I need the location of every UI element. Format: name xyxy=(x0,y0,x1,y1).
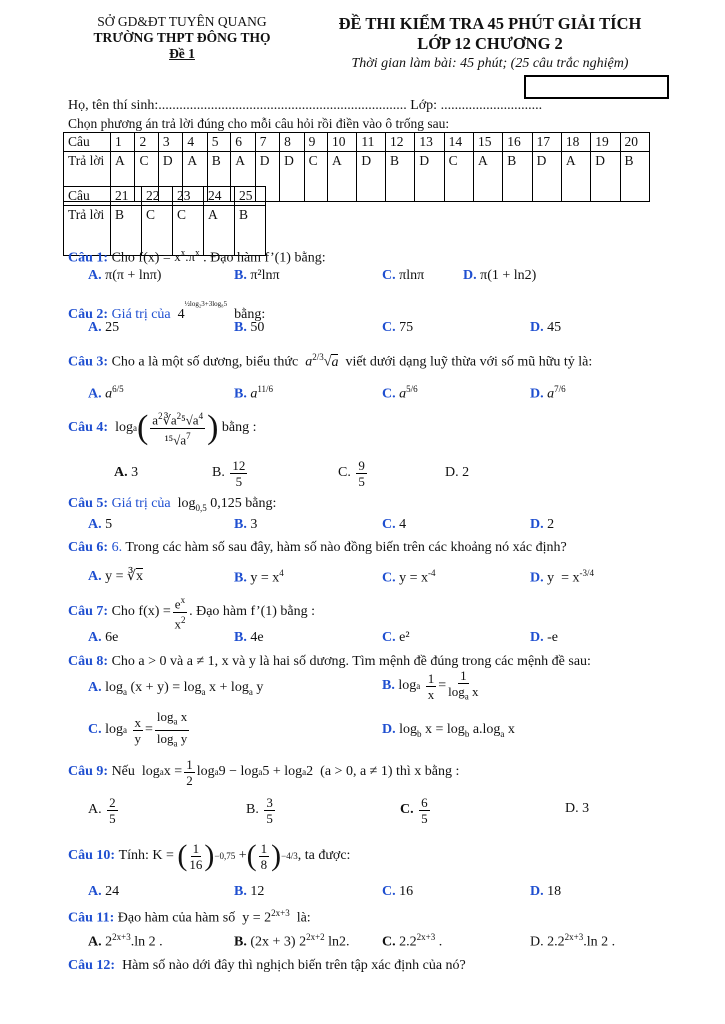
table-cell: A xyxy=(328,152,357,202)
q6-option-a[interactable]: A. y = ∛x xyxy=(88,569,143,584)
q9-option-d[interactable]: D. 3 xyxy=(565,801,590,816)
q2-option-c[interactable]: C. 75 xyxy=(382,320,414,335)
table-cell: 22 xyxy=(142,187,173,206)
table-cell: 10 xyxy=(328,133,357,152)
q2-option-b[interactable]: B. 50 xyxy=(234,320,265,335)
q11-option-b[interactable]: B. (2x + 3) $2^{2x+2}$ ln2. xyxy=(234,932,350,950)
table-cell: 5 xyxy=(207,133,230,152)
table-cell: D xyxy=(357,152,386,202)
q3-option-a[interactable]: A. $a^{6/5}$ xyxy=(88,384,124,402)
q10-option-b[interactable]: B. 12 xyxy=(234,884,265,899)
q11-option-d[interactable]: D. $2.2^{2x+3}.\ln$ 2 . xyxy=(530,932,616,950)
question-4: Câu 4: log a ( $\frac{a^2∛a^2^5√a^4}{^{15}√a^7}$ ) bằng : xyxy=(68,409,257,447)
table-cell: 16 xyxy=(503,133,532,152)
q6-option-d[interactable]: D. $y = x^{-3/4}$ xyxy=(530,568,595,586)
table-cell: 9 xyxy=(304,133,327,152)
q11-option-c[interactable]: C. $2.2^{2x+3}$ . xyxy=(382,932,443,950)
table-cell: A xyxy=(473,152,502,202)
question-10: Câu 10: Tính: K = ( $\frac{1}{16}$ ) −0,75 + ( $\frac{1}{8}$ ) −4/3 , ta được: xyxy=(68,839,351,872)
q7-option-d[interactable]: D. -e xyxy=(530,630,559,645)
question-7: Câu 7: Cho f(x) = $\frac{e^x}{x^2}$ . Đạo hàm f’(1) bằng : xyxy=(68,595,316,631)
question-9: Câu 9: Nếu log a x = $\frac{1}{2}$ log a 9 − log a 5 + log a 2 (a > 0, a ≠ 1) thì x bằng : xyxy=(68,756,460,788)
table-cell: B xyxy=(386,152,415,202)
question-11: Câu 11: Đạo hàm của hàm số $y = 2^{2x+3}$ là: xyxy=(68,908,311,926)
table-cell: 11 xyxy=(357,133,386,152)
header-left xyxy=(62,14,302,62)
table-cell: B xyxy=(503,152,532,202)
table-cell: C xyxy=(304,152,327,202)
table-cell: A xyxy=(183,152,207,202)
table-cell: D xyxy=(532,152,561,202)
q3-option-d[interactable]: D. $a^{7/6}$ xyxy=(530,384,566,402)
exam-code-box xyxy=(524,75,669,99)
q9-option-b[interactable]: B. $\frac{3}{5}$ xyxy=(246,794,273,826)
table-cell: D xyxy=(255,152,279,202)
q7-option-c[interactable]: C. e² xyxy=(382,630,410,645)
table-cell: D xyxy=(415,152,444,202)
q7-option-b[interactable]: B. 4e xyxy=(234,630,264,645)
table-cell: 8 xyxy=(280,133,304,152)
q8-option-b[interactable]: B. log a $\frac{1}{x}$ = $\frac{1}{\log_a x}$ xyxy=(382,667,479,702)
table-label-traloi: Trả lời xyxy=(64,152,111,202)
table-cell: 21 xyxy=(111,187,142,206)
table-cell: A xyxy=(111,152,135,202)
question-3: Câu 3: Cho a là một số dương, biểu thức $a^{2/3}√a$ viết dưới dạng luỹ thừa với số mũ hữu tỷ là: xyxy=(68,352,593,370)
table-cell: C xyxy=(135,152,158,202)
question-2: Câu 2: Giá trị của $4^{\frac{1}{2}log_23+3log_85}$ bằng: xyxy=(68,300,266,322)
q5-option-a[interactable]: A. 5 xyxy=(88,517,113,532)
q2-option-a[interactable]: A. 25 xyxy=(88,320,120,335)
table-cell: D xyxy=(158,152,182,202)
exam-time: Thời gian làm bài: 45 phút; (25 câu trắc nghiệm) xyxy=(351,56,629,71)
q4-option-d[interactable]: D. 2 xyxy=(445,465,470,480)
q6-option-b[interactable]: B. $y = x^4$ xyxy=(234,568,284,586)
exam-subtitle: LỚP 12 CHƯƠNG 2 xyxy=(417,34,563,53)
question-12: Câu 12: Hàm số nào dới đây thì nghịch biến trên tập xác định của nó? xyxy=(68,958,466,973)
table-cell: C xyxy=(444,152,473,202)
q10-option-a[interactable]: A. 24 xyxy=(88,884,120,899)
q11-option-a[interactable]: A. $2^{2x+3}.\ln$ 2 . xyxy=(88,932,163,950)
q3-option-c[interactable]: C. $a^{5/6}$ xyxy=(382,384,418,402)
q1-option-b[interactable]: B. π²lnπ xyxy=(234,268,280,283)
table-cell: 1 xyxy=(111,133,135,152)
dept-name: SỞ GD&ĐT TUYÊN QUANG xyxy=(97,14,267,29)
q5-option-c[interactable]: C. 4 xyxy=(382,517,407,532)
table-cell: 19 xyxy=(591,133,620,152)
q9-option-a[interactable]: A. $\frac{2}{5}$ xyxy=(88,794,116,826)
table-cell: 18 xyxy=(561,133,590,152)
table-cell: D xyxy=(591,152,620,202)
table-label-cau: Câu xyxy=(64,187,111,206)
q10-option-d[interactable]: D. 18 xyxy=(530,884,562,899)
table-cell: 13 xyxy=(415,133,444,152)
answer-table-2 xyxy=(63,186,266,256)
table-cell: 2 xyxy=(135,133,158,152)
q10-option-c[interactable]: C. 16 xyxy=(382,884,414,899)
q9-option-c[interactable]: C. $\frac{6}{5}$ xyxy=(400,794,428,826)
question-8: Câu 8: Cho a > 0 và a ≠ 1, x và y là hai số dương. Tìm mệnh đề đúng trong các mệnh đề sau: xyxy=(68,654,591,669)
table-cell: A xyxy=(561,152,590,202)
table-label-cau: Câu xyxy=(64,133,111,152)
table-cell: 6 xyxy=(231,133,255,152)
q5-option-b[interactable]: B. 3 xyxy=(234,517,258,532)
exam-title: ĐỀ THI KIỂM TRA 45 PHÚT GIẢI TÍCH xyxy=(338,14,642,33)
table-cell: 20 xyxy=(620,133,649,152)
table-cell: 4 xyxy=(183,133,207,152)
q4-option-b[interactable]: B. $\frac{12}{5}$ xyxy=(212,457,246,489)
table-cell: 15 xyxy=(473,133,502,152)
q3-option-b[interactable]: B. $a^{11/6}$ xyxy=(234,384,274,402)
q5-option-d[interactable]: D. 2 xyxy=(530,517,555,532)
q8-option-c[interactable]: C. log a $\frac{x}{y}$ = $\frac{\log_a x}{\log_a y}$ xyxy=(88,708,188,749)
q1-option-d[interactable]: D. π(1 + ln2) xyxy=(463,268,537,283)
q1-option-c[interactable]: C. πlnπ xyxy=(382,268,425,283)
table-cell: B xyxy=(207,152,230,202)
question-6: Câu 6: 6. Trong các hàm số sau đây, hàm số nào đồng biến trên các khoảng nó xác định? xyxy=(68,540,567,555)
instruction: Chọn phương án trả lời đúng cho mỗi câu hỏi rồi điền vào ô trống sau: xyxy=(68,116,450,131)
table-cell: 24 xyxy=(204,187,235,206)
q2-option-d[interactable]: D. 45 xyxy=(530,320,562,335)
table-cell: C xyxy=(173,206,204,256)
table-cell: B xyxy=(620,152,649,202)
table-cell: 17 xyxy=(532,133,561,152)
table-cell: B xyxy=(235,206,266,256)
exam-code: Đề 1 xyxy=(169,46,195,61)
table-cell: D xyxy=(280,152,304,202)
q1-option-a[interactable]: A. π(π + lnπ) xyxy=(88,268,162,283)
table-cell: 3 xyxy=(158,133,182,152)
table-cell: 12 xyxy=(386,133,415,152)
table-cell: B xyxy=(111,206,142,256)
table-cell: C xyxy=(142,206,173,256)
student-line: Họ, tên thí sinh:....................................................................... Lớp: ............................. xyxy=(68,98,543,113)
q7-option-a[interactable]: A. 6e xyxy=(88,630,119,645)
question-1: Câu 1: Cho $f(x) = x^x.\pi^x$ . Đạo hàm f’(1) bằng: xyxy=(68,248,326,266)
table-cell: A xyxy=(204,206,235,256)
q8-option-a[interactable]: A. $\log_a (x + y) = \log_a x + \log_a y$ xyxy=(88,680,264,697)
header-right xyxy=(300,14,680,72)
table-cell: A xyxy=(231,152,255,202)
q8-option-d[interactable]: D. $\log_b x = \log_b a.\log_a$ x xyxy=(382,722,515,739)
table-cell: 14 xyxy=(444,133,473,152)
q4-option-c[interactable]: C. $\frac{9}{5}$ xyxy=(338,457,365,489)
table-cell: 23 xyxy=(173,187,204,206)
table-cell: 25 xyxy=(235,187,266,206)
table-cell: 7 xyxy=(255,133,279,152)
q6-option-c[interactable]: C. $y = x^{-4}$ xyxy=(382,568,436,586)
table-label-traloi: Trả lời xyxy=(64,206,111,256)
q4-option-a[interactable]: A. 3 xyxy=(114,465,139,480)
question-5: Câu 5: Giá trị của $\log_{0,5} 0,125$ bằng: xyxy=(68,496,277,513)
school-name: TRƯỜNG THPT ĐÔNG THỌ xyxy=(93,30,271,45)
